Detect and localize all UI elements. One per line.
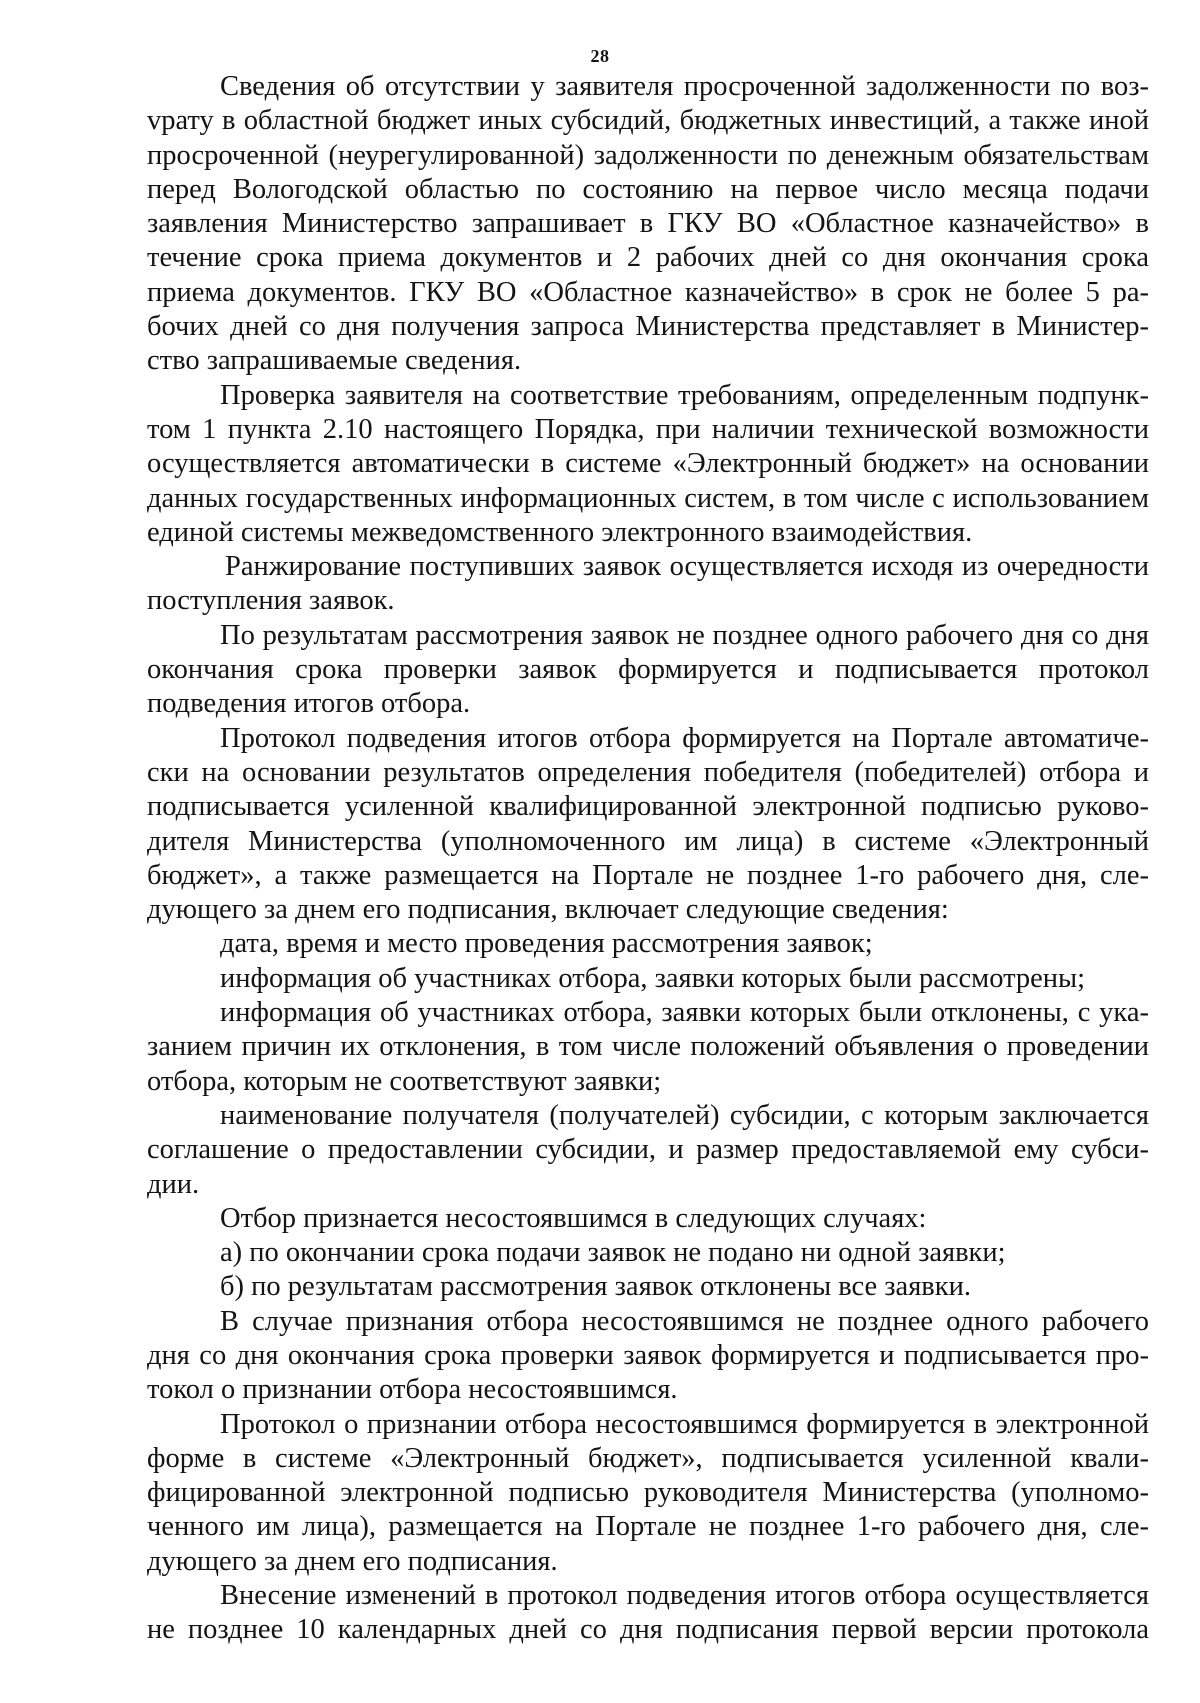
list-item-reviewed-participants: информация об участниках отбора, заявки которых были рассмотрены; — [220, 962, 1086, 994]
paragraph-applicant-check: Проверка заявителя на соответствие требованиям, определенным подпунктом 1 пункта 2.10 настоящего Порядка, при наличии технической возможности осуществляется автоматически в системе «Электронный бюджет» на основании данных государственных информационных систем, в том числе с использованием единой системы межведомственного электронного взаимодействия. — [147, 379, 1149, 548]
paragraph-review-results: По результатам рассмотрения заявок не позднее одного рабочего дня со дня окончания срока проверки заявок формируется и подписывается протокол подведения итогов отбора. — [147, 619, 1149, 720]
list-item-rejected-participants: информация об участниках отбора, заявки которых были отклонены, с указанием причин их отклонения, в том числе положений объявления о проведении отбора, которым не соответствуют заявки; — [147, 997, 1149, 1097]
paragraph-debt-info: Сведения об отсутствии у заявителя просроченной задолженности по возvрату в областной бюджет иных субсидий, бюджетных инвестиций, а также иной просроченной (неурегулированной) задолженности по денежным обязательствам перед Вологодской областью по состоянию на первое число месяца подачи заявления Министерство запрашивает в ГКУ ВО «Областное казначейство» в течение срока приема документов и 2 рабочих дней со дня окончания срока приема документов. ГКУ ВО «Областное казначейство» в срок не более 5 рабочих дней со дня получения запроса Министерства представляет в Министерство запрашиваемые сведения. — [147, 71, 1149, 377]
list-item-case-a: а) по окончании срока подачи заявок не подано ни одной заявки; — [220, 1237, 1006, 1269]
list-item-case-b: б) по результатам рассмотрения заявок отклонены все заявки. — [220, 1271, 971, 1303]
paragraph-protocol-amendments: Внесение изменений в протокол подведения итогов отбора осуществляется не позднее 10 календарных дней со дня подписания первой версии протокола — [147, 1580, 1149, 1646]
paragraph-failed-protocol-formation: Протокол о признании отбора несостоявшимся формируется в электронной форме в системе «Электронный бюджет», подписывается усиленной квалифицированной электронной подписью руководителя Министерства (уполномоченного им лица), размещается на Портале не позднее 1-го рабочего дня, следующего за днем его подписания. — [147, 1408, 1149, 1577]
document-body — [147, 70, 1149, 1648]
paragraph-selection-failed: Отбор признается несостоявшимся в следующих случаях: — [220, 1202, 927, 1234]
paragraph-ranking: Ранжирование поступивших заявок осуществляется исходя из очередности поступления заявок. — [147, 551, 1149, 617]
list-item-recipient-name: наименование получателя (получателей) субсидии, с которым заключается соглашение о предоставлении субсидии, и размер предоставляемой ему субсидии. — [147, 1099, 1149, 1200]
list-item-date-time-place: дата, время и место проведения рассмотрения заявок; — [220, 928, 873, 960]
paragraph-protocol-formation: Протокол подведения итогов отбора формируется на Портале автоматически на основании результатов определения победителя (победителей) отбора и подписывается усиленной квалифицированной электронной подписью руководителя Министерства (уполномоченного им лица) в системе «Электронный бюджет», а также размещается на Портале не позднее 1-го рабочего дня, следующего за днем его подписания, включает следующие сведения: — [147, 722, 1149, 926]
page-number: 28 — [590, 46, 610, 66]
paragraph-failed-protocol: В случае признания отбора несостоявшимся не позднее одного рабочего дня со дня окончания срока проверки заявок формируется и подписывается протокол о признании отбора несостоявшимся. — [147, 1305, 1149, 1406]
